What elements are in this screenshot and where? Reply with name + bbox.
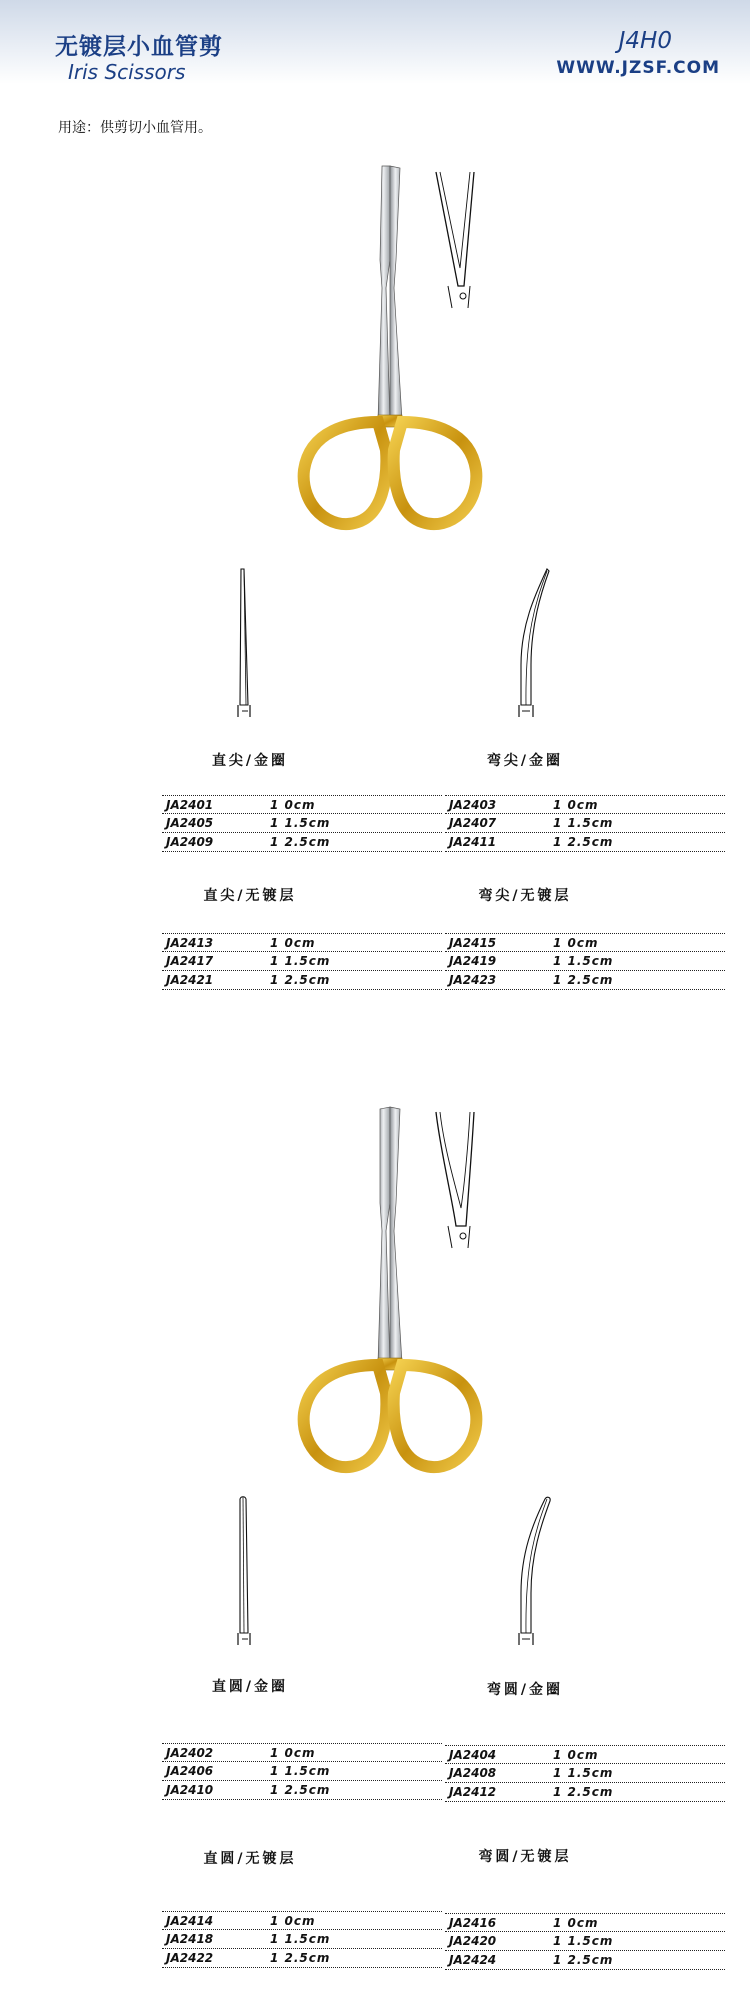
table-row xyxy=(162,1949,442,1968)
item-size: 1 1.5cm xyxy=(553,1766,614,1780)
table-row xyxy=(445,971,725,990)
item-size: 1 1.5cm xyxy=(270,1764,331,1778)
table-row xyxy=(162,1911,442,1930)
item-code: JA2423 xyxy=(449,973,497,987)
table-row xyxy=(162,814,442,833)
item-code: JA2412 xyxy=(449,1785,497,1799)
table-row xyxy=(445,1913,725,1932)
table-row xyxy=(445,952,725,971)
straight-tip-icon xyxy=(232,565,262,720)
item-code: JA2420 xyxy=(449,1934,497,1948)
spec-table xyxy=(445,795,725,852)
item-code: JA2417 xyxy=(166,954,214,968)
table-row xyxy=(162,833,442,852)
item-size: 1 1.5cm xyxy=(553,1934,614,1948)
item-code: JA2414 xyxy=(166,1914,214,1928)
item-size: 1 0cm xyxy=(270,798,316,812)
curved-tip-icon xyxy=(505,565,555,720)
item-size: 1 1.5cm xyxy=(553,816,614,830)
item-code: JA2418 xyxy=(166,1932,214,1946)
table-row xyxy=(162,1762,442,1781)
item-code: JA2407 xyxy=(449,816,497,830)
item-size: 1 1.5cm xyxy=(270,954,331,968)
straight-tip-icon xyxy=(232,1493,262,1648)
page-title-cn: 无镀层小血管剪 xyxy=(55,34,223,60)
website-link[interactable]: WWW.JZSF.COM xyxy=(556,58,720,78)
table-row xyxy=(445,933,725,952)
spec-table xyxy=(162,795,442,852)
spec-table xyxy=(445,1913,725,1970)
curved-tip-icon xyxy=(505,1493,555,1648)
item-size: 1 2.5cm xyxy=(270,973,331,987)
group-label: 弯圆/金圈 xyxy=(486,1682,564,1698)
table-row xyxy=(162,1930,442,1949)
group-label: 弯尖/金圈 xyxy=(486,753,564,769)
item-code: JA2419 xyxy=(449,954,497,968)
table-row xyxy=(445,833,725,852)
item-size: 1 2.5cm xyxy=(553,1953,614,1967)
item-code: JA2406 xyxy=(166,1764,214,1778)
table-row xyxy=(162,952,442,971)
group-label: 弯尖/无镀层 xyxy=(478,888,572,904)
table-row xyxy=(445,1783,725,1802)
item-code: JA2404 xyxy=(449,1748,497,1762)
item-code: JA2403 xyxy=(449,798,497,812)
table-row xyxy=(445,795,725,814)
group-label: 直尖/金圈 xyxy=(211,753,289,769)
spec-table xyxy=(445,1745,725,1802)
item-code: JA2424 xyxy=(449,1953,497,1967)
item-size: 1 0cm xyxy=(553,798,599,812)
item-code: JA2422 xyxy=(166,1951,214,1965)
table-row xyxy=(445,1764,725,1783)
item-size: 1 2.5cm xyxy=(553,1785,614,1799)
group-label: 弯圆/无镀层 xyxy=(478,1849,572,1865)
group-label: 直圆/金圈 xyxy=(211,1679,289,1695)
table-row xyxy=(445,814,725,833)
item-code: JA2409 xyxy=(166,835,214,849)
item-size: 1 2.5cm xyxy=(553,973,614,987)
item-code: JA2408 xyxy=(449,1766,497,1780)
item-size: 1 0cm xyxy=(270,1914,316,1928)
spec-table xyxy=(162,1743,442,1800)
item-code: JA2421 xyxy=(166,973,214,987)
item-code: JA2405 xyxy=(166,816,214,830)
table-row xyxy=(445,1932,725,1951)
tip-detail-icon xyxy=(430,168,490,313)
tip-detail-icon xyxy=(430,1108,490,1253)
table-row xyxy=(162,933,442,952)
item-size: 1 0cm xyxy=(270,1746,316,1760)
table-row xyxy=(162,971,442,990)
spec-table xyxy=(445,933,725,990)
group-label: 直圆/无镀层 xyxy=(203,1851,297,1867)
item-size: 1 0cm xyxy=(270,936,316,950)
item-code: JA2415 xyxy=(449,936,497,950)
item-code: JA2401 xyxy=(166,798,214,812)
item-size: 1 1.5cm xyxy=(553,954,614,968)
item-size: 1 1.5cm xyxy=(270,1932,331,1946)
spec-table xyxy=(162,1911,442,1968)
table-row xyxy=(445,1951,725,1970)
item-size: 1 2.5cm xyxy=(553,835,614,849)
item-size: 1 1.5cm xyxy=(270,816,331,830)
item-code: JA2416 xyxy=(449,1916,497,1930)
group-label: 直尖/无镀层 xyxy=(203,888,297,904)
item-size: 1 2.5cm xyxy=(270,835,331,849)
page-title-en: Iris Scissors xyxy=(68,60,186,84)
item-size: 1 0cm xyxy=(553,1748,599,1762)
table-row xyxy=(162,1743,442,1762)
item-code: JA2413 xyxy=(166,936,214,950)
item-size: 1 0cm xyxy=(553,936,599,950)
usage-text: 用途：供剪切小血管用。 xyxy=(58,120,212,136)
item-size: 1 0cm xyxy=(553,1916,599,1930)
item-size: 1 2.5cm xyxy=(270,1951,331,1965)
spec-table xyxy=(162,933,442,990)
item-size: 1 2.5cm xyxy=(270,1783,331,1797)
catalog-code: J4H0 xyxy=(618,28,672,54)
table-row xyxy=(162,795,442,814)
item-code: JA2411 xyxy=(449,835,497,849)
table-row xyxy=(445,1745,725,1764)
item-code: JA2410 xyxy=(166,1783,214,1797)
table-row xyxy=(162,1781,442,1800)
item-code: JA2402 xyxy=(166,1746,214,1760)
